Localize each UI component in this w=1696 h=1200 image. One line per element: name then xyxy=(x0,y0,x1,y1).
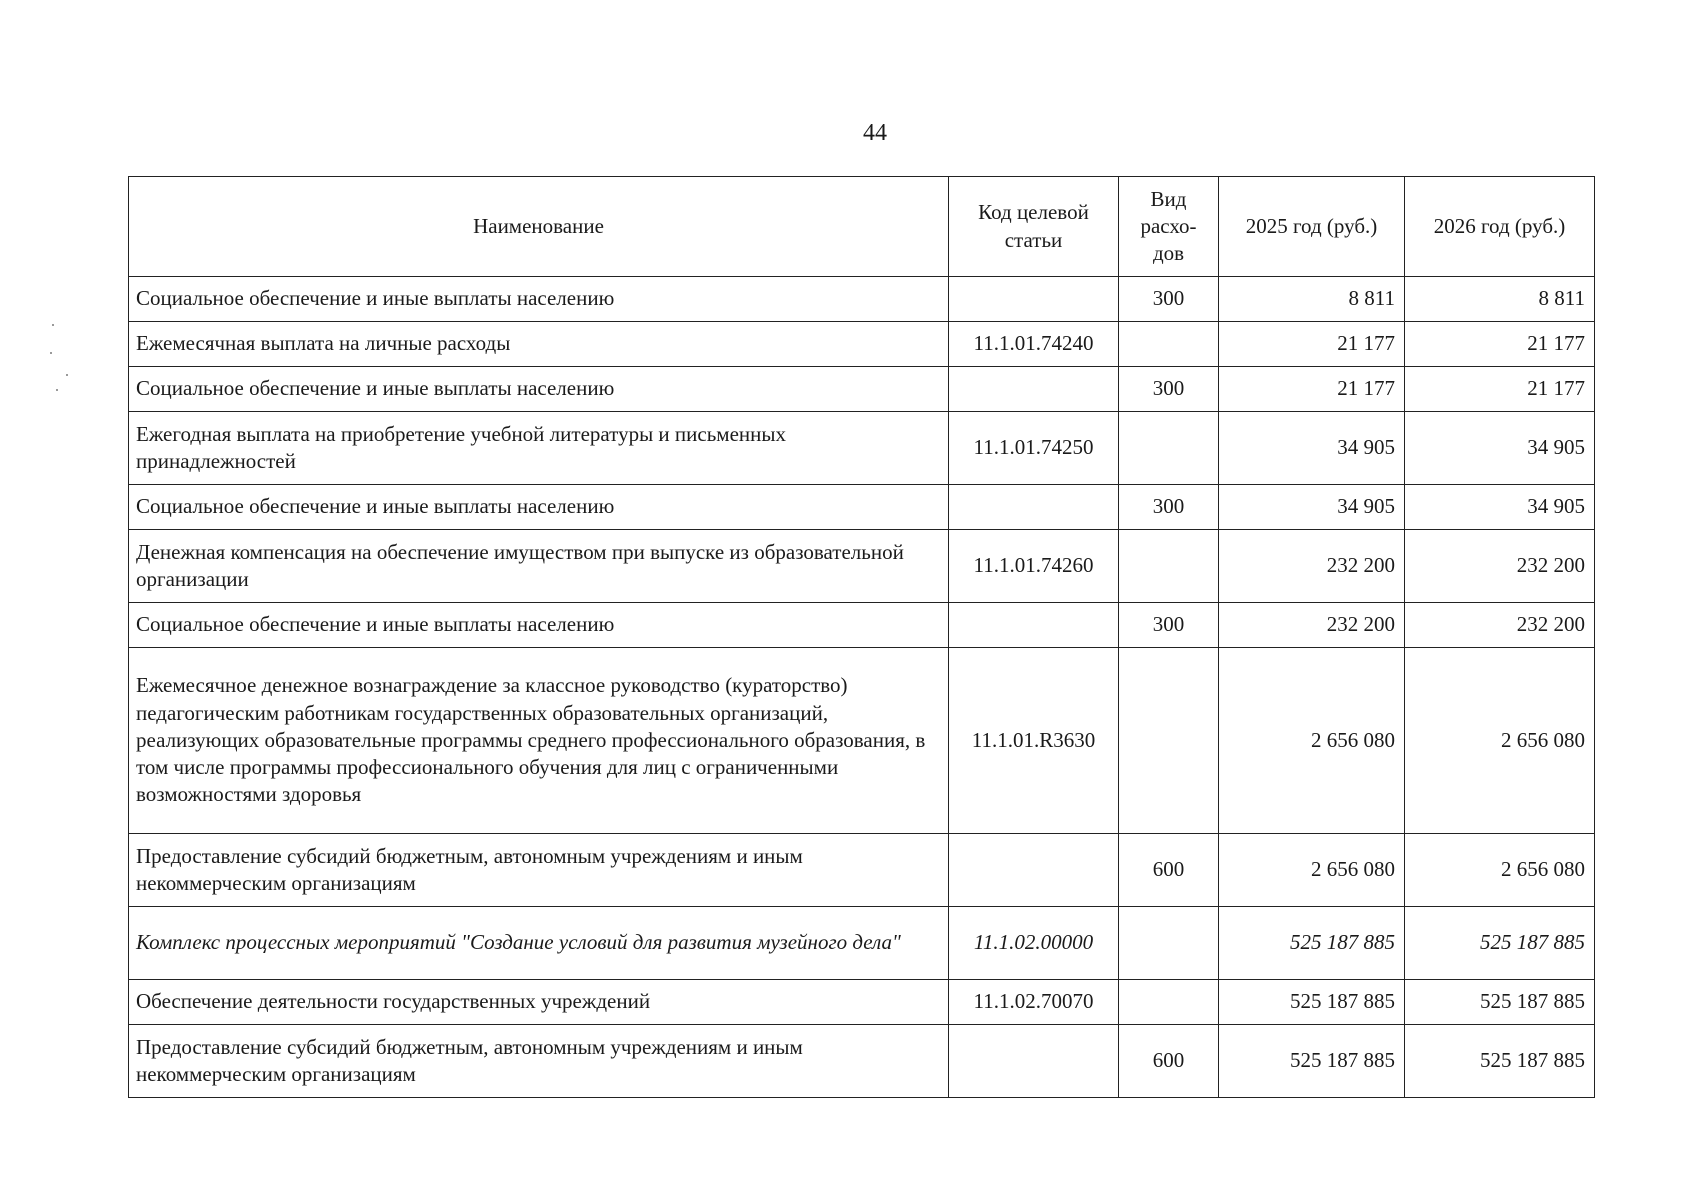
row-amount-2025-cell: 21 177 xyxy=(1219,322,1405,367)
page-number: 44 xyxy=(863,120,887,146)
table-body xyxy=(129,277,1595,1098)
row-amount-2026-cell: 34 905 xyxy=(1405,485,1595,530)
table-row xyxy=(129,277,1595,322)
row-code-cell: 11.1.01.74260 xyxy=(949,530,1119,603)
row-amount-2025-cell: 2 656 080 xyxy=(1219,834,1405,907)
row-type-cell: 300 xyxy=(1119,485,1219,530)
row-name-cell: Социальное обеспечение и иные выплаты населению xyxy=(129,485,949,530)
table-row xyxy=(129,367,1595,412)
table-row xyxy=(129,834,1595,907)
row-amount-2026-cell: 525 187 885 xyxy=(1405,980,1595,1025)
table-header-row xyxy=(129,177,1595,277)
header-name: Наименование xyxy=(129,177,949,277)
table-row xyxy=(129,322,1595,367)
row-amount-2026-cell: 21 177 xyxy=(1405,322,1595,367)
row-amount-2026-cell: 525 187 885 xyxy=(1405,1025,1595,1098)
row-code-cell: 11.1.01.74250 xyxy=(949,412,1119,485)
table-row xyxy=(129,907,1595,980)
row-type-cell xyxy=(1119,412,1219,485)
row-amount-2025-cell: 21 177 xyxy=(1219,367,1405,412)
row-amount-2026-cell: 8 811 xyxy=(1405,277,1595,322)
row-name-cell: Предоставление субсидий бюджетным, автономным учреждениям и иным некоммерческим организациям xyxy=(129,1025,949,1098)
row-type-cell: 300 xyxy=(1119,277,1219,322)
table-row xyxy=(129,485,1595,530)
row-code-cell xyxy=(949,277,1119,322)
budget-table xyxy=(128,176,1595,1098)
scan-speck xyxy=(50,352,52,354)
header-code: Код целевой статьи xyxy=(949,177,1119,277)
table-row xyxy=(129,412,1595,485)
scan-speck xyxy=(56,389,58,391)
row-name-cell: Денежная компенсация на обеспечение имуществом при выпуске из образовательной организации xyxy=(129,530,949,603)
row-code-cell: 11.1.02.70070 xyxy=(949,980,1119,1025)
header-year-2026: 2026 год (руб.) xyxy=(1405,177,1595,277)
row-amount-2025-cell: 2 656 080 xyxy=(1219,648,1405,834)
row-name-cell: Предоставление субсидий бюджетным, автономным учреждениям и иным некоммерческим организациям xyxy=(129,834,949,907)
row-amount-2026-cell: 2 656 080 xyxy=(1405,834,1595,907)
row-type-cell xyxy=(1119,530,1219,603)
row-name-cell: Ежемесячная выплата на личные расходы xyxy=(129,322,949,367)
row-amount-2026-cell: 2 656 080 xyxy=(1405,648,1595,834)
table-row xyxy=(129,530,1595,603)
row-name-cell: Социальное обеспечение и иные выплаты населению xyxy=(129,277,949,322)
row-amount-2025-cell: 8 811 xyxy=(1219,277,1405,322)
table-row xyxy=(129,603,1595,648)
header-year-2025: 2025 год (руб.) xyxy=(1219,177,1405,277)
row-amount-2025-cell: 34 905 xyxy=(1219,412,1405,485)
row-amount-2025-cell: 232 200 xyxy=(1219,603,1405,648)
row-amount-2026-cell: 21 177 xyxy=(1405,367,1595,412)
header-type: Вид расхо-дов xyxy=(1119,177,1219,277)
row-name-cell: Социальное обеспечение и иные выплаты населению xyxy=(129,603,949,648)
row-code-cell xyxy=(949,485,1119,530)
row-code-cell: 11.1.02.00000 xyxy=(949,907,1119,980)
table-row xyxy=(129,1025,1595,1098)
row-name-cell: Социальное обеспечение и иные выплаты населению xyxy=(129,367,949,412)
row-amount-2026-cell: 232 200 xyxy=(1405,603,1595,648)
row-type-cell xyxy=(1119,322,1219,367)
row-type-cell xyxy=(1119,980,1219,1025)
row-type-cell: 600 xyxy=(1119,1025,1219,1098)
row-name-cell: Ежемесячное денежное вознаграждение за классное руководство (кураторство) педагогическим работникам государственных образовательных организаций, реализующих образовательные программы среднего профессионального образования, в том числе программы профессионального обучения для лиц с ограниченными возможностями здоровья xyxy=(129,648,949,834)
scan-speck xyxy=(66,374,68,376)
row-name-cell: Комплекс процессных мероприятий "Создание условий для развития музейного дела" xyxy=(129,907,949,980)
row-type-cell: 600 xyxy=(1119,834,1219,907)
row-type-cell: 300 xyxy=(1119,603,1219,648)
row-code-cell: 11.1.01.74240 xyxy=(949,322,1119,367)
row-amount-2025-cell: 525 187 885 xyxy=(1219,980,1405,1025)
row-amount-2025-cell: 34 905 xyxy=(1219,485,1405,530)
row-amount-2026-cell: 232 200 xyxy=(1405,530,1595,603)
row-code-cell xyxy=(949,367,1119,412)
row-type-cell xyxy=(1119,648,1219,834)
row-code-cell xyxy=(949,834,1119,907)
table-row xyxy=(129,648,1595,834)
row-name-cell: Ежегодная выплата на приобретение учебной литературы и письменных принадлежностей xyxy=(129,412,949,485)
row-code-cell: 11.1.01.R3630 xyxy=(949,648,1119,834)
scan-speck xyxy=(52,324,54,326)
row-type-cell xyxy=(1119,907,1219,980)
row-amount-2025-cell: 525 187 885 xyxy=(1219,1025,1405,1098)
row-code-cell xyxy=(949,603,1119,648)
table-row xyxy=(129,980,1595,1025)
row-amount-2025-cell: 232 200 xyxy=(1219,530,1405,603)
row-amount-2025-cell: 525 187 885 xyxy=(1219,907,1405,980)
row-code-cell xyxy=(949,1025,1119,1098)
row-amount-2026-cell: 34 905 xyxy=(1405,412,1595,485)
row-type-cell: 300 xyxy=(1119,367,1219,412)
row-amount-2026-cell: 525 187 885 xyxy=(1405,907,1595,980)
row-name-cell: Обеспечение деятельности государственных учреждений xyxy=(129,980,949,1025)
